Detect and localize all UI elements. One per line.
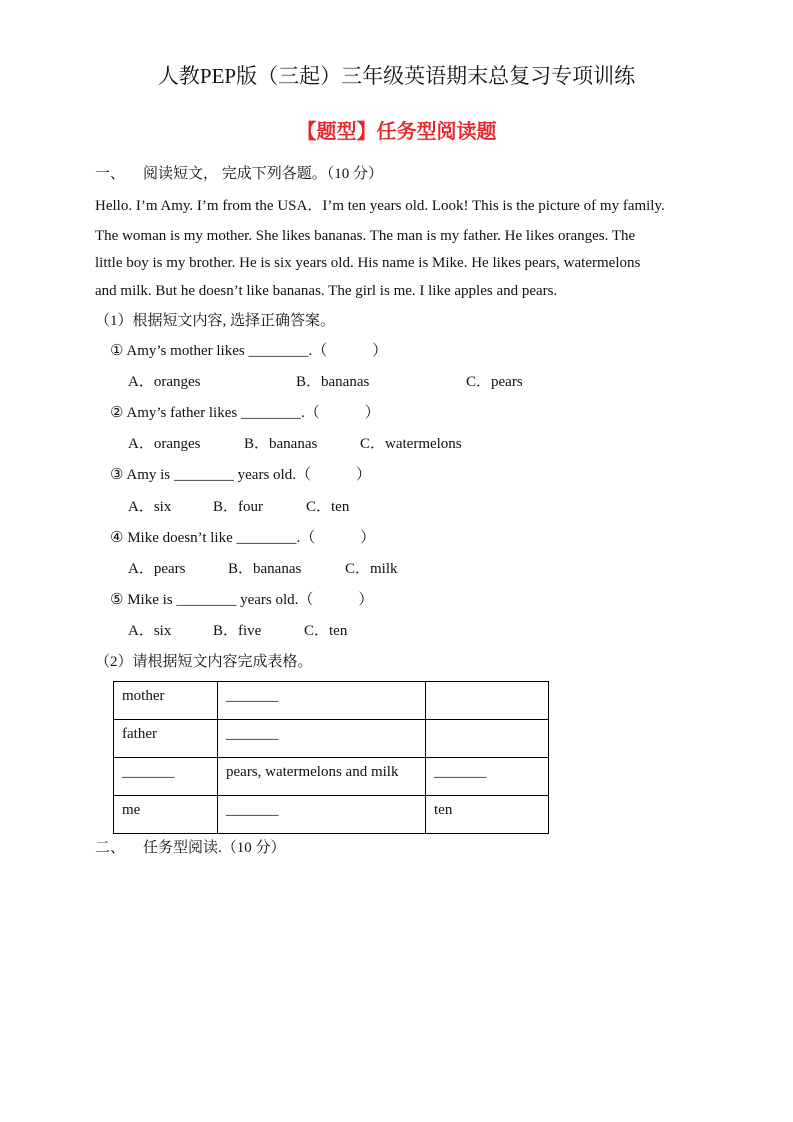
table-cell-blank[interactable]: _______ [114,758,218,796]
passage-line-4: and milk. But he doesn’t like bananas. The girl is me. I like apples and pears. [95,283,558,299]
table-cell-blank[interactable]: _______ [218,682,426,720]
option-c[interactable]: C．ten [304,623,348,639]
table-cell: me [114,796,218,834]
option-b[interactable]: B．four [213,499,263,515]
question-1 [110,341,387,361]
section-2-number: 二、 [95,840,126,856]
table-cell: pears, watermelons and milk [218,758,426,796]
option-a[interactable]: A．oranges [128,436,201,452]
passage-line-2: The woman is my mother. She likes bananas. The man is my father. He likes oranges. The [95,228,636,244]
part-1-label: （1）根据短文内容, 选择正确答案。 [95,313,336,329]
question-text: Mike doesn’t like ________.（ ） [127,530,376,546]
table-row [114,682,549,720]
option-b[interactable]: B．bananas [244,436,318,452]
table-row [114,758,549,796]
table-cell: father [114,720,218,758]
table-cell-blank[interactable]: _______ [218,796,426,834]
section-2-instructions: 任务型阅读.（10 分） [143,840,286,856]
option-c[interactable]: C．ten [306,499,350,515]
table-cell: ten [426,796,549,834]
passage-line-1: Hello. I’m Amy. I’m from the USA．I’m ten years old. Look! This is the picture of my family. [95,198,665,214]
question-number: ③ [110,467,124,483]
option-b[interactable]: B．bananas [296,374,370,390]
question-text: Amy’s mother likes ________.（ ） [126,343,388,359]
question-5 [110,590,373,610]
table-cell-empty[interactable] [426,682,549,720]
option-c[interactable]: C．milk [345,561,398,577]
option-a[interactable]: A．oranges [128,374,201,390]
question-number: ④ [110,530,124,546]
table-row [114,720,549,758]
question-text: Amy is ________ years old.（ ） [126,467,371,483]
question-text: Mike is ________ years old.（ ） [127,592,374,608]
question-2 [110,403,380,423]
question-number: ① [110,343,124,359]
table-cell-blank[interactable]: _______ [218,720,426,758]
question-text: Amy’s father likes ________.（ ） [126,405,380,421]
document-title: 人教PEP版（三起）三年级英语期末总复习专项训练 [157,64,636,88]
question-type-heading: 【题型】任务型阅读题 [296,121,497,143]
question-1-options [128,372,523,392]
section-1-heading [95,164,383,184]
answer-table [113,681,549,834]
section-1-instructions: 阅读短文， 完成下列各题。（10 分） [143,166,384,182]
question-4 [110,528,375,548]
section-2-heading [95,838,286,858]
question-3-options [128,497,349,517]
section-1-number: 一、 [95,166,126,182]
question-number: ② [110,405,124,421]
question-3 [110,465,371,485]
option-c[interactable]: C．pears [466,374,523,390]
part-2-label: （2）请根据短文内容完成表格。 [95,654,313,670]
table-cell: mother [114,682,218,720]
option-c[interactable]: C．watermelons [360,436,462,452]
option-a[interactable]: A．six [128,499,172,515]
option-b[interactable]: B．bananas [228,561,302,577]
table-row [114,796,549,834]
passage-line-3: little boy is my brother. He is six years old. His name is Mike. He likes pears, watermelons [95,255,641,271]
table-cell-empty[interactable] [426,720,549,758]
question-5-options [128,621,347,641]
option-a[interactable]: A．pears [128,561,186,577]
option-a[interactable]: A．six [128,623,172,639]
option-b[interactable]: B．five [213,623,262,639]
question-4-options [128,559,398,579]
table-cell-blank[interactable]: _______ [426,758,549,796]
question-number: ⑤ [110,592,124,608]
question-2-options [128,434,462,454]
